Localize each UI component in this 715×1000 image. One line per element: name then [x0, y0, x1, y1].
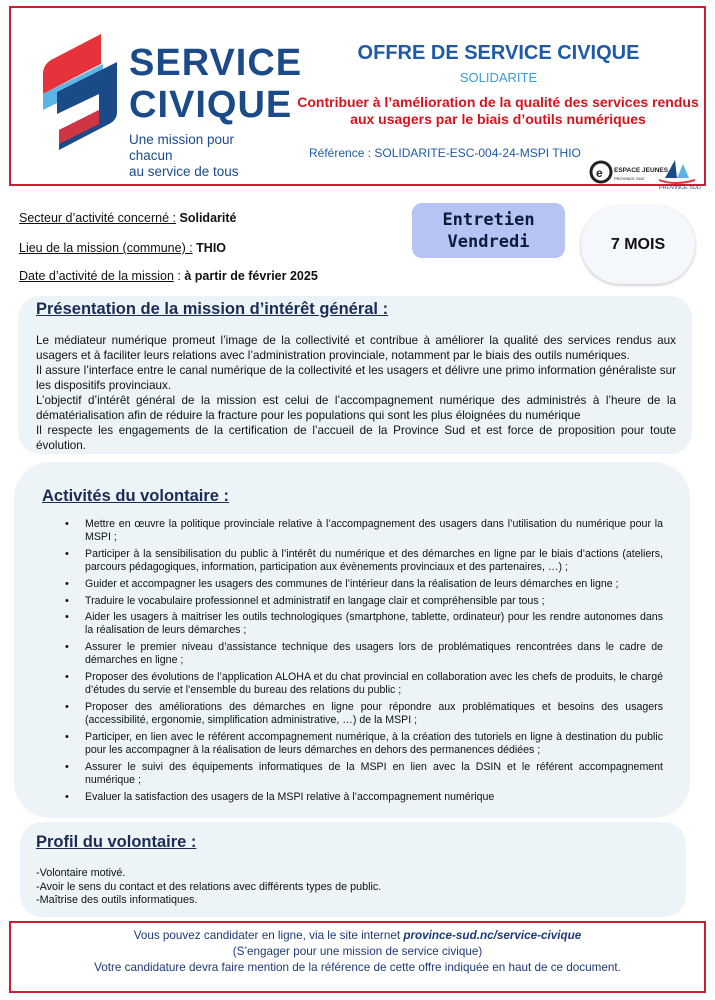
- location-value: THIO: [196, 241, 227, 255]
- date-separator: :: [173, 269, 185, 283]
- list-item: • Proposer des évolutions de l’application ALOHA et du chat provincial en collaboration avec les chefs de produits, le chargé d’études du servie et l’ensemble du bureau des relations du public ;: [65, 671, 663, 697]
- logo-tagline-1: Une mission pour chacun: [129, 132, 235, 163]
- logo-line-1: SERVICE: [129, 42, 303, 84]
- sector-value: Solidarité: [179, 211, 237, 225]
- list-item: • Guider et accompagner les usagers des communes de l’intérieur dans la réalisation de leurs démarches en ligne ;: [65, 578, 663, 591]
- footer-line-2: (S’engager pour une mission de service civique): [232, 945, 483, 958]
- list-item: • Proposer des améliorations des démarches en ligne pour répondre aux problématiques et besoins des usagers (accessibilité, ergonomie, simplification administrative, …) de la MSPI ;: [65, 701, 663, 727]
- list-item: • Mettre en œuvre la politique provinciale relative à l’accompagnement des usagers dans l’utilisation du numérique pour la MSPI ;: [65, 518, 663, 544]
- profile-line: -Avoir le sens du contact et des relations avec différents types de public.: [36, 880, 382, 893]
- duration-badge: 7 MOIS: [581, 206, 695, 284]
- presentation-paragraph-1: Le médiateur numérique promeut l’image de la collectivité et contribue à améliorer la qualité des services rendus aux usagers et à faciliter leurs relations avec l’administration provinciale, notamment par le biais des outils numériques.: [36, 334, 676, 362]
- offer-subtitle: Contribuer à l’amélioration de la qualité des services rendus aux usagers par le biais d’outils numériques: [297, 94, 699, 127]
- profile-title: Profil du volontaire :: [36, 833, 197, 851]
- partner-1-sub: PROVINCE SUD: [614, 176, 645, 181]
- header-box: [9, 6, 706, 191]
- list-item: • Aider les usagers à maitriser les outils technologiques (smartphone, tablette, ordinateur) pour les rendre autonomes dans la réalisation de leurs démarches ;: [65, 611, 663, 637]
- list-item: • Traduire le vocabulaire professionnel et administratif en langage clair et compréhensible par tous ;: [65, 595, 663, 608]
- logo-line-2: CIVIQUE: [129, 84, 293, 126]
- interview-badge: [412, 203, 565, 258]
- logo-wordmark: [129, 42, 302, 126]
- location-line: [19, 241, 226, 255]
- logo-tagline-2: au service de tous: [129, 164, 239, 179]
- espace-jeunes-logo: [591, 162, 669, 182]
- interview-line-2: Vendredi: [447, 232, 530, 252]
- profile-lines: [36, 867, 381, 908]
- partner-1-name: ESPACE JEUNES: [614, 167, 669, 174]
- list-item: • Assurer le premier niveau d’assistance technique des usagers lors de problématiques rencontrées dans le cadre de démarches en ligne ;: [65, 641, 663, 667]
- location-label: Lieu de la mission (commune) :: [19, 241, 193, 255]
- footer-line-3: Votre candidature devra faire mention de la référence de cette offre indiquée en haut de ce document.: [94, 961, 621, 974]
- svg-text:e: e: [596, 166, 603, 180]
- partner-2-name: PROVINCE SUD: [659, 185, 701, 191]
- list-item: • Participer à la sensibilisation du public à l’intérêt du numérique et des démarches en ligne par le biais d’actions (ateliers, parcours pédagogiques, information, participation aux évènements provinciaux et des partenaires, …) ;: [65, 548, 663, 574]
- footer-line-1: [11, 928, 704, 944]
- profile-line: -Volontaire motivé.: [36, 867, 126, 879]
- presentation-paragraph-4: Il respecte les engagements de la certification de l’accueil de la Province Sud et est force de proposition pour toute évolution.: [36, 424, 676, 452]
- interview-line-1: Entretien: [442, 210, 535, 230]
- date-label: Date d’activité de la mission: [19, 269, 174, 283]
- footer-site-link[interactable]: province-sud.nc/service-civique: [403, 929, 582, 942]
- partner-logos: [587, 156, 705, 192]
- sector-label: Secteur d’activité concerné :: [19, 211, 177, 225]
- date-value: à partir de février 2025: [184, 269, 318, 283]
- activities-title: Activités du volontaire :: [42, 487, 230, 505]
- activities-list: [65, 518, 663, 807]
- date-line: [19, 269, 318, 283]
- province-sud-logo: [659, 160, 701, 191]
- footer-box: [9, 921, 706, 993]
- presentation-paragraph-2: Il assure l’interface entre le canal numérique de la collectivité et les usagers et délivre une primo information généraliste sur les dispositifs provinciaux.: [36, 364, 676, 392]
- profile-line: -Maîtrise des outils informatiques.: [36, 894, 198, 906]
- presentation-title: Présentation de la mission d’intérêt général :: [36, 300, 389, 318]
- presentation-paragraph-3: L’objectif d’intérêt général de la mission est celui de l’accompagnement numérique des administrés à l’heure de la dématérialisation afin de réduire la fracture pour les populations qui sont les plus éloignées du numérique: [36, 394, 676, 422]
- offer-title: OFFRE DE SERVICE CIVIQUE: [357, 42, 640, 64]
- service-civique-s-icon: [41, 32, 119, 152]
- offer-reference: Référence : SOLIDARITE-ESC-004-24-MSPI THIO: [309, 146, 581, 160]
- list-item: • Evaluer la satisfaction des usagers de la MSPI relative à l’accompagnement numérique: [65, 791, 663, 804]
- presentation-body: [36, 333, 676, 453]
- footer-line-1-prefix: Vous pouvez candidater en ligne, via le site internet: [133, 929, 404, 942]
- list-item: • Assurer le suivi des équipements informatiques de la MSPI en lien avec la DSIN et le référent accompagnement numérique ;: [65, 761, 663, 787]
- offer-domain: SOLIDARITE: [459, 70, 538, 85]
- service-civique-logo: [41, 26, 303, 179]
- logo-tagline: [129, 132, 281, 180]
- list-item: • Participer, en lien avec le référent accompagnement numérique, à la création des tutoriels en ligne à destination du public pour les accompagner à la réalisation de leurs démarches en dehors des permanences dédiées ;: [65, 731, 663, 757]
- sector-line: [19, 211, 236, 225]
